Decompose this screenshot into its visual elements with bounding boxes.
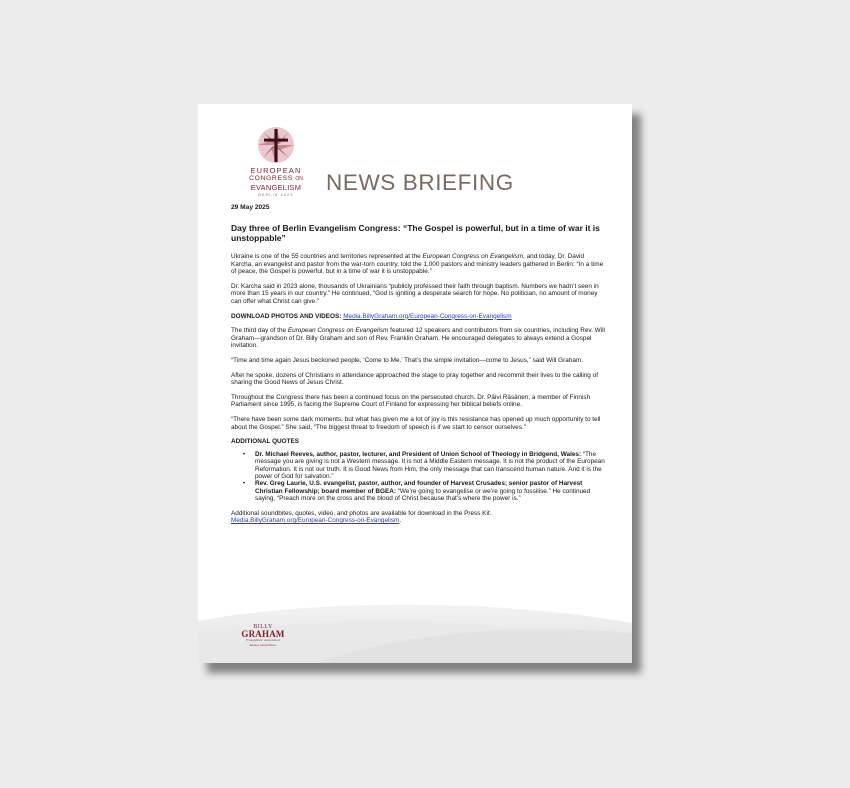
footer-logo-billy: BILLY — [253, 624, 273, 630]
quote-speaker: Rev. Greg Laurie, U.S. evangelist, pastor, author, and founder of Harvest Crusades; senior pastor of Harvest Christian Fellowship; board member of BGEA: — [255, 480, 583, 495]
paragraph-third-day-start: The third day of the — [231, 327, 288, 335]
closing-text: Additional soundbites, quotes, video, and photos are available for download in the Press Kit: — [231, 510, 492, 518]
headline: Day three of Berlin Evangelism Congress: “The Gospel is powerful, but in a time of war it is unstoppable” — [231, 223, 600, 244]
paragraph-third-day-end: featured 12 speakers and contributors from six countries, including Rev. Will Graham—grandson of Dr. Billy Graham and son of Rev. Franklin Graham. He encouraged delegates to always extend a Gospel invitation. — [231, 327, 605, 350]
logo-line-berlin: BERLIN 2025 — [258, 192, 294, 197]
footer-logo-graham: GRAHAM — [241, 629, 285, 639]
quote-speaker: Dr. Michael Reeves, author, pastor, lecturer, and President of Union School of Theology in Bridgend, Wales: — [255, 450, 582, 458]
footer-logo-tagline: Always Good News. — [249, 643, 277, 647]
download-label: DOWNLOAD PHOTOS AND VIDEOS: — [231, 312, 342, 320]
additional-quotes-heading: ADDITIONAL QUOTES — [231, 438, 300, 446]
download-link[interactable]: Media.BillyGraham.org/European-Congress-on-Evangelism — [343, 312, 512, 320]
briefing-body — [231, 204, 606, 532]
footer-logo-association: Evangelistic Association — [246, 638, 280, 642]
logo-line-evangelism: EVANGELISM — [250, 182, 302, 192]
logo-on-word: ON — [295, 176, 303, 182]
list-item — [255, 480, 606, 502]
closing-paragraph — [231, 510, 606, 525]
quote-text: “We’re going to evangelise or we’re going to fossilise.” He continued saying, “Preach more on the cross and the blood of Christ because that’s where the power is.” — [255, 487, 591, 503]
logo-congress-word: CONGRESS — [249, 175, 293, 182]
briefing-date: 29 May 2025 — [231, 204, 270, 211]
congress-cross-logo-icon — [257, 126, 295, 164]
download-line — [231, 313, 606, 320]
closing-period: . — [399, 517, 402, 525]
congress-name-italic: European Congress on Evangelism — [422, 253, 524, 261]
additional-quotes-list — [231, 451, 606, 503]
paragraph-will-graham-quote: “Time and time again Jesus beckoned people, ‘Come to Me.’ That’s the simple invitation—come to Jesus,” said Will Graham. — [231, 357, 583, 365]
paragraph-rasanen-quote: “There have been some dark moments, but what has given me a lot of joy is this resistance has opened up much opportunity to tell about the Gospel.” She said, “The biggest threat to freedom of speech is if we start to censor ourselves.” — [231, 416, 601, 431]
list-item — [255, 451, 606, 481]
congress-logo-wordmark — [238, 167, 314, 197]
paragraph-ukraine-start: Ukraine is one of the 55 countries and territories represented at the — [231, 253, 423, 261]
paragraph-ukraine-end: , and today, Dr. David Karcha, an evangelist and pastor from the war-torn country, told the 1,000 pastors and ministry leaders gathered in Berlin: “In a time of peace, the Gospel is powerful, but in a time of war it is unstoppable.” — [231, 253, 604, 276]
news-briefing-page — [198, 104, 632, 663]
page-title: NEWS BRIEFING — [326, 170, 514, 195]
press-kit-link[interactable]: Media.BillyGraham.org/European-Congress-on-Evangelism — [231, 517, 400, 525]
paragraph-ukraine — [231, 253, 606, 275]
paragraph-after-spoke: After he spoke, dozens of Christians in attendance approached the stage to pray together and recommit their lives to the calling of sharing the Good News of Jesus Christ. — [231, 371, 598, 387]
logo-line-european: EUROPEAN — [250, 166, 302, 175]
billy-graham-logo — [240, 624, 286, 647]
paragraph-third-day — [231, 327, 606, 349]
paragraph-karcha: Dr. Karcha said in 2023 alone, thousands of Ukrainians “publicly professed their faith through baptism. Numbers we hadn’t seen in more than 15 years in our country.” He continued, “God is igniting a desperate search for hope. No politician, no amount of money can offer what Christ can give.” — [231, 283, 599, 305]
congress-name-italic-2: European Congress on Evangelism — [287, 327, 389, 335]
quote-text: “The message you are giving is not a Western message. It is not a Middle Eastern message. It is not the product of the European Reformation. It is not our truth. It is Good News from Him, the only message that can transcend human nature. And it is the power of God for salvation.” — [255, 450, 605, 481]
paragraph-persecuted-church: Throughout the Congress there has been a continued focus on the persecuted church. Dr. Päivi Räsänen, a member of Finnish Parliament since 1995, is facing the Supreme Court of Finland for expressing her biblical beliefs online. — [231, 394, 591, 409]
